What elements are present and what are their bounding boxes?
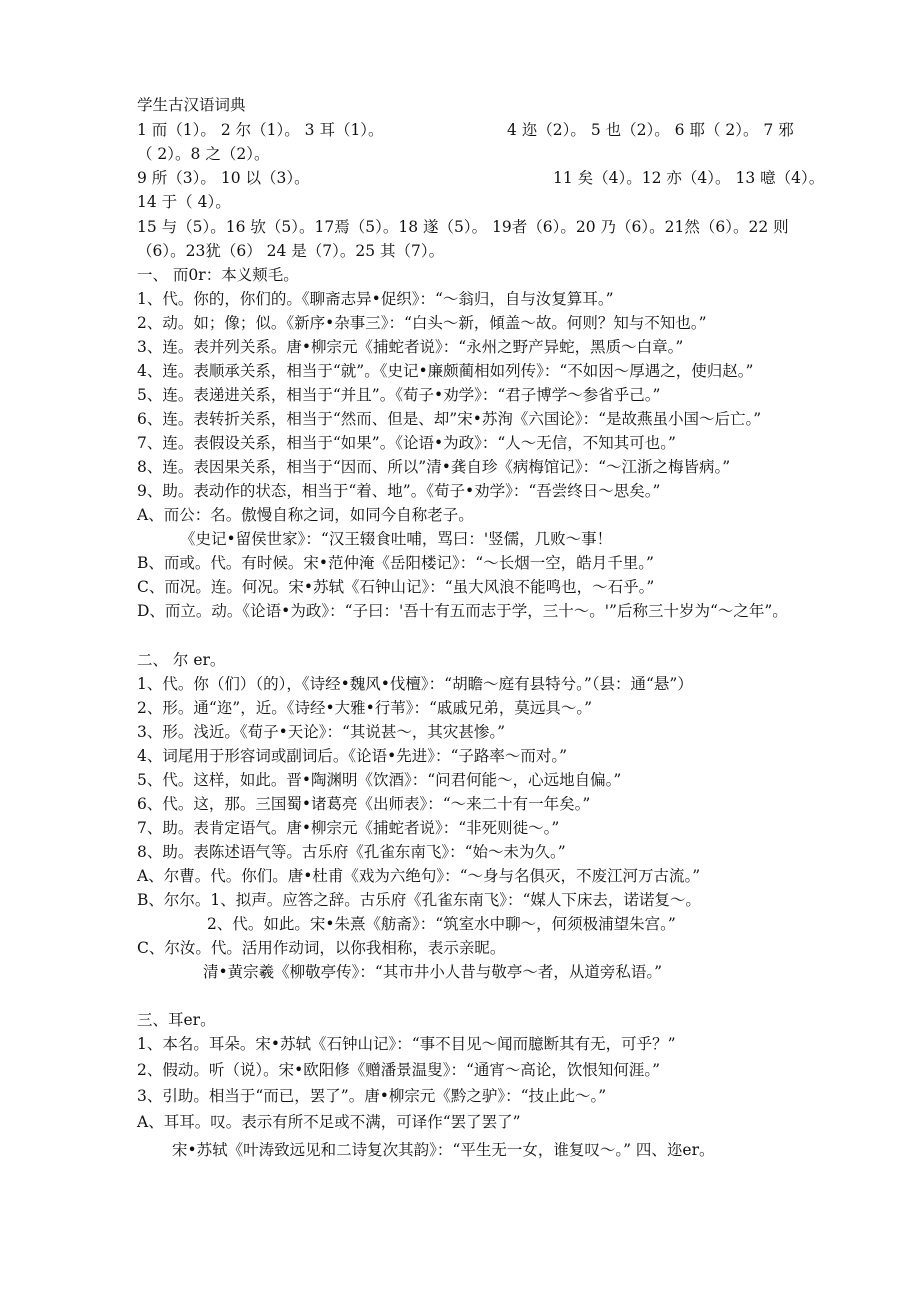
entry-line: 2、形。通“迩”，近。《诗经•大雅•行苇》：“戚戚兄弟，莫远具～。” bbox=[137, 699, 593, 717]
section-heading-er: 一、 而0r：本义颊毛。 bbox=[137, 266, 299, 284]
entry-line: 9、助。表动作的状态，相当于“着、地”。《荀子•劝学》：“吾尝终日～思矣。” bbox=[137, 482, 661, 500]
entry-line: C、尔汝。代。活用作动词，以你我相称，表示亲昵。 bbox=[137, 939, 506, 957]
entry-line: 1、代。你（们）（的），《诗经•魏风•伐檀》：“胡瞻～庭有县特兮。”（县：通“悬”） bbox=[137, 675, 693, 693]
entry-line: 2、动。如；像；似。《新序•杂事三》：“白头～新，傾盖～故。何则？知与不知也。” bbox=[137, 314, 707, 332]
index-row-1 bbox=[137, 118, 877, 142]
entry-line: D、而立。动。《论语•为政》：“子曰：'吾十有五而志于学，三十～。'”后称三十岁为“～之年”。 bbox=[137, 602, 788, 620]
index-row-4: 14 于（ 4）。 bbox=[137, 193, 231, 211]
document-title: 学生古汉语词典 bbox=[137, 96, 246, 114]
index-row-1-right: 4 迩（2）。 5 也（2）。 6 耶（ 2）。 7 邪 bbox=[507, 121, 794, 139]
index-row-3-left: 9 所（3）。 10 以（3）。 bbox=[137, 169, 310, 187]
entry-line: B、而或。代。有时候。宋•范仲淹《岳阳楼记》：“～长烟一空，皓月千里。” bbox=[137, 554, 654, 572]
entry-line: 8、连。表因果关系，相当于“因而、所以”清•龚自珍《病梅馆记》：“～江浙之梅皆病。” bbox=[137, 458, 731, 476]
entry-line: 6、代。这，那。三国蜀•诸葛亮《出师表》：“～来二十有一年矣。” bbox=[137, 795, 591, 813]
index-row-3 bbox=[137, 166, 882, 190]
entry-line: 《史记•留侯世家》：“汉王辍食吐哺，骂曰：'竖儒，几败～事！ bbox=[180, 530, 613, 548]
section-heading-er-2: 二、 尔 er。 bbox=[137, 651, 226, 669]
entry-line: 3、引助。相当于“而已，罢了”。唐•柳宗元《黔之驴》：“技止此～。” bbox=[137, 1087, 607, 1105]
index-row-5: 15 与（5）。16 欤（5）。17焉（5）。18 遂（5）。 19者（6）。20 乃（6）。21然（6）。22 则 bbox=[137, 218, 789, 236]
entry-line: 2、假动。听（说）。宋•欧阳修《赠潘景温叟》：“通宵～高论，饮恨知何涯。” bbox=[137, 1061, 661, 1079]
entry-line: 6、连。表转折关系，相当于“然而、但是、却”宋•苏洵《六国论》：“是故燕虽小国～后亡。” bbox=[137, 410, 762, 428]
entry-line: 4、词尾用于形容词或副词后。《论语•先进》：“子路率～而对。” bbox=[137, 747, 568, 765]
index-row-6: （6）。23犹（6） 24 是（7）。25 其（7）。 bbox=[137, 242, 445, 260]
entry-line: 5、连。表递进关系，相当于“并且”。《荀子•劝学》：“君子博学～参省乎己。” bbox=[137, 386, 661, 404]
entry-line: 7、助。表肯定语气。唐•柳宗元《捕蛇者说》：“非死则徙～。” bbox=[137, 819, 560, 837]
index-row-1-left: 1 而（1）。 2 尔（1）。 3 耳（1）。 bbox=[137, 121, 384, 139]
entry-line: 7、连。表假设关系，相当于“如果”。《论语•为政》：“人～无信，不知其可也。” bbox=[137, 434, 676, 452]
entry-line: 1、本名。耳朵。宋•苏轼《石钟山记》：“事不目见～闻而臆断其有无，可乎？” bbox=[137, 1035, 676, 1053]
entry-line: 3、形。浅近。《荀子•天论》：“其说甚～，其灾甚惨。” bbox=[137, 723, 506, 741]
entry-line: A、耳耳。叹。表示有所不足或不满，可译作“罢了罢了” bbox=[137, 1113, 521, 1131]
entry-line: B、尔尔。1、拟声。应答之辞。古乐府《孔雀东南飞》：“媒人下床去，诺诺复～。 bbox=[137, 891, 701, 909]
entry-line: A、尔曹。代。你们。唐•杜甫《戏为六绝句》：“～身与名俱灭，不废江河万古流。” bbox=[137, 867, 701, 885]
entry-line: C、而况。连。何况。宋•苏轼《石钟山记》：“虽大风浪不能鸣也，～石乎。” bbox=[137, 578, 655, 596]
index-row-3-right: 11 矣（4）。12 亦（4）。 13 噫（4）。 bbox=[553, 169, 825, 187]
entry-line: 2、代。如此。宋•朱熹《舫斋》：“筑室水中聊～，何须极浦望朱宫。” bbox=[207, 915, 676, 933]
entry-line: 宋•苏轼《叶涛致远见和二诗复次其韵》：“平生无一女，谁复叹～。” 四、迩er。 bbox=[172, 1141, 715, 1159]
entry-line: 3、连。表并列关系。唐•柳宗元《捕蛇者说》：“永州之野产异蛇，黑质～白章。” bbox=[137, 338, 684, 356]
section-heading-er-3: 三、耳er。 bbox=[137, 1011, 216, 1029]
entry-line: A、而公：名。傲慢自称之词，如同今自称老子。 bbox=[137, 506, 474, 524]
entry-line: 4、连。表顺承关系，相当于“就”。《史记•廉颇蔺相如列传》：“不如因～厚遇之，使归赵。” bbox=[137, 362, 754, 380]
entry-line: 8、助。表陈述语气等。古乐府《孔雀东南飞》：“始～未为久。” bbox=[137, 843, 566, 861]
index-row-2: （ 2）。8 之（2）。 bbox=[137, 145, 270, 163]
entry-line: 清•黄宗羲《柳敬亭传》：“其市井小人昔与敬亭～者，从道旁私语。” bbox=[203, 963, 662, 981]
entry-line: 1、代。你的，你们的。《聊斋志异•促织》：“～翁归，自与汝复算耳。” bbox=[137, 290, 614, 308]
entry-line: 5、代。这样，如此。晋•陶渊明《饮酒》：“问君何能～，心远地自偏。” bbox=[137, 771, 622, 789]
